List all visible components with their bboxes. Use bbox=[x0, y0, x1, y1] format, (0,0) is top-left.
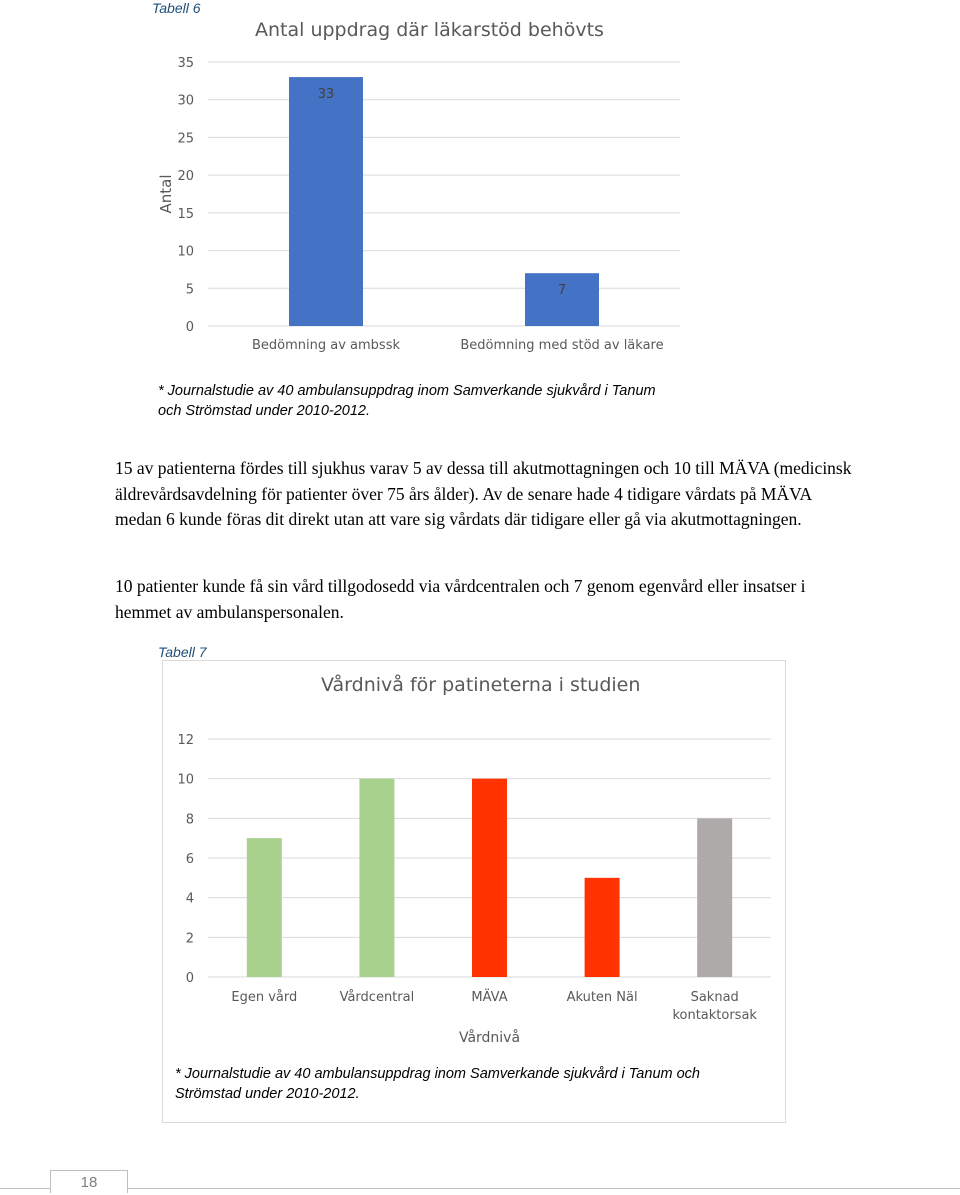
chart-1-title: Antal uppdrag där läkarstöd behövts bbox=[255, 19, 604, 41]
footnote-line: * Journalstudie av 40 ambulansuppdrag inom Samverkande sjukvård i Tanum bbox=[158, 383, 656, 399]
bar bbox=[585, 878, 620, 977]
y-tick-label: 6 bbox=[185, 852, 194, 867]
y-tick-label: 5 bbox=[185, 282, 194, 298]
x-tick-label: Bedömning med stöd av läkare bbox=[460, 338, 664, 353]
paragraph-text: 10 patienter kunde få sin vård tillgodosedd via vårdcentralen och 7 genom egenvård eller insatser i hemmet av ambulanspersonalen. bbox=[115, 576, 806, 622]
bar bbox=[359, 779, 394, 977]
bar bbox=[697, 818, 732, 977]
footnote-line: och Strömstad under 2010-2012. bbox=[158, 403, 370, 419]
x-tick-label: MÄVA bbox=[471, 990, 508, 1005]
x-tick-label: Saknad bbox=[690, 990, 739, 1005]
y-tick-label: 10 bbox=[177, 772, 194, 788]
x-tick-label: Bedömning av ambssk bbox=[251, 338, 401, 353]
y-tick-label: 25 bbox=[177, 131, 194, 147]
footnote-line: * Journalstudie av 40 ambulansuppdrag inom Samverkande sjukvård i Tanum och bbox=[175, 1066, 700, 1082]
chart-2-title: Vårdnivå för patineterna i studien bbox=[321, 674, 641, 696]
y-tick-label: 0 bbox=[185, 971, 194, 986]
data-label: 33 bbox=[317, 87, 335, 103]
footer-rule bbox=[0, 1188, 960, 1189]
y-tick-label: 8 bbox=[185, 812, 194, 828]
y-tick-label: 2 bbox=[185, 931, 194, 947]
y-tick-label: 20 bbox=[177, 169, 194, 185]
y-tick-label: 0 bbox=[185, 320, 194, 335]
y-tick-label: 35 bbox=[177, 56, 194, 71]
table-7-footnote bbox=[175, 1064, 700, 1104]
x-tick-label: Vårdcentral bbox=[339, 990, 415, 1005]
chart-2 bbox=[163, 725, 783, 1055]
body-paragraph-1 bbox=[115, 456, 855, 533]
bar bbox=[525, 273, 599, 326]
bar bbox=[247, 838, 282, 977]
y-tick-label: 15 bbox=[177, 206, 194, 222]
x-tick-label: Egen vård bbox=[231, 990, 298, 1005]
bar bbox=[472, 779, 507, 977]
y-tick-label: 12 bbox=[177, 733, 194, 748]
bar bbox=[289, 77, 363, 326]
page-number: 18 bbox=[50, 1170, 128, 1193]
table-6-footnote bbox=[158, 381, 656, 421]
y-tick-label: 30 bbox=[177, 93, 194, 109]
footnote-line: Strömstad under 2010-2012. bbox=[175, 1086, 360, 1102]
y-tick-label: 10 bbox=[177, 244, 194, 260]
y-axis-label: Antal bbox=[157, 174, 175, 214]
x-axis-label: Vårdnivå bbox=[458, 1030, 521, 1046]
y-tick-label: 4 bbox=[185, 891, 194, 907]
table-7-label: Tabell 7 bbox=[158, 644, 207, 660]
data-label: 7 bbox=[557, 283, 567, 299]
table-6-label: Tabell 6 bbox=[152, 0, 201, 16]
paragraph-text: 15 av patienterna fördes till sjukhus varav 5 av dessa till akutmottagningen och 10 till MÄVA (medicinsk äldrevårdsavdelning för patienter över 75 års ålder). Av de senare hade 4 tidigare vårdats på MÄVA medan 6 kunde föras dit direkt utan att vare sig vårdats där tidigare eller gå via akutmottagningen. bbox=[115, 458, 852, 529]
x-tick-label: Akuten Näl bbox=[566, 990, 638, 1005]
chart-1 bbox=[150, 50, 690, 360]
x-tick-label: kontaktorsak bbox=[672, 1008, 757, 1023]
body-paragraph-2 bbox=[115, 574, 855, 625]
